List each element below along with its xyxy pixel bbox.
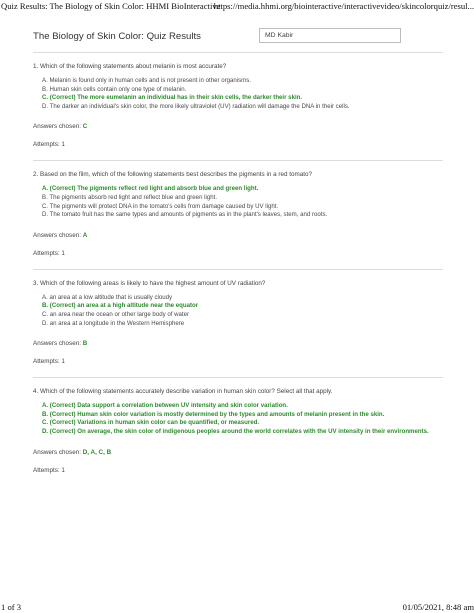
answers-chosen-label: Answers chosen: (33, 448, 81, 456)
question-text: 2. Based on the film, which of the following statements best describes the pigments in a red tomato? (33, 171, 312, 179)
page-number: 1 of 3 (1, 602, 22, 612)
question-block (33, 378, 443, 485)
print-header-title: Quiz Results: The Biology of Skin Color: HHMI BioInteractive (1, 1, 221, 11)
answer-choices (33, 185, 443, 219)
attempts-label: Attempts: (33, 466, 60, 474)
answers-chosen-value: C (82, 123, 88, 131)
answer-choice: C. an area near the ocean or other large body of water (42, 310, 190, 318)
answer-choice: B. The pigments absorb red light and reflect blue and green light. (42, 193, 218, 201)
print-header (0, 0, 474, 14)
answers-chosen (33, 123, 443, 130)
answers-chosen-value: D, A, C, B (82, 448, 112, 456)
correct-choice: B. (Correct) Human skin color variation is mostly determined by the types and amounts of melanin present in the skin. (42, 410, 385, 418)
question-block (33, 53, 443, 160)
correct-choice: A. (Correct) Data support a correlation between UV intensity and skin color variation. (42, 402, 288, 410)
name-field[interactable] (259, 28, 401, 43)
answers-chosen-value: A (82, 231, 88, 239)
print-datetime: 01/05/2021, 8:48 am (402, 602, 474, 612)
quiz-results-page (33, 28, 443, 486)
answers-chosen (33, 340, 443, 347)
print-header-url: https://media.hhmi.org/biointeractive/interactivevideo/skincolorquiz/resul... (213, 1, 474, 11)
correct-choice: A. (Correct) The pigments reflect red light and absorb blue and green light. (42, 185, 259, 193)
attempts (33, 467, 443, 486)
attempts-value: 1 (61, 466, 65, 474)
answers-chosen (33, 449, 443, 456)
answers-chosen-label: Answers chosen: (33, 231, 81, 239)
question-block (33, 161, 443, 268)
attempts-label: Attempts: (33, 141, 60, 149)
attempts (33, 141, 443, 160)
question-text: 3. Which of the following areas is likely to have the highest amount of UV radiation? (33, 279, 266, 287)
print-footer (0, 601, 474, 613)
answer-choices (33, 77, 443, 111)
answers-chosen (33, 232, 443, 239)
answer-choice: A. Melanin is found only in human cells and is not present in other organisms. (42, 77, 251, 84)
answers-chosen-value: B (82, 340, 88, 348)
attempts-value: 1 (61, 141, 65, 149)
answer-choice: D. The tomato fruit has the same types and amounts of pigments as in the plant's leaves, stem, and roots. (42, 211, 328, 219)
attempts-label: Attempts: (33, 358, 60, 366)
answers-chosen-label: Answers chosen: (33, 123, 81, 131)
attempts (33, 358, 443, 377)
question-text: 1. Which of the following statements about melanin is most accurate? (33, 63, 227, 70)
question-list (33, 53, 443, 486)
correct-choice: D. (Correct) On average, the skin color of indigenous peoples around the world correlates with the UV intensity in their environments. (42, 427, 429, 435)
question-block (33, 270, 443, 377)
question-text: 4. Which of the following statements accurately describe variation in human skin color? Select all that apply. (33, 388, 333, 396)
answer-choice: B. Human skin cells contain only one type of melanin. (42, 85, 187, 93)
answer-choice: D. The darker an individual's skin color, the more likely ultraviolet (UV) radiation will damage the DNA in their cells. (42, 102, 350, 110)
answer-choice: A. an area at a low altitude that is usually cloudy (42, 293, 173, 301)
correct-choice: C. (Correct) The more eumelanin an individual has in their skin cells, the darker their skin. (42, 94, 303, 102)
page-header (33, 28, 443, 46)
answer-choice: D. an area at a longitude in the Western Hemisphere (42, 319, 185, 327)
answer-choice: C. The pigments will protect DNA in the tomato's cells from damage caused by UV light. (42, 202, 279, 210)
attempts (33, 250, 443, 269)
answer-choices (33, 294, 443, 328)
attempts-label: Attempts: (33, 249, 60, 257)
correct-choice: B. (Correct) an area at a high altitude near the equator (42, 302, 199, 310)
attempts-value: 1 (61, 249, 65, 257)
answers-chosen-label: Answers chosen: (33, 340, 81, 348)
answer-choices (33, 402, 443, 436)
correct-choice: C. (Correct) Variations in human skin color can be quantified, or measured. (42, 419, 260, 427)
page-title: The Biology of Skin Color: Quiz Results (33, 31, 201, 42)
attempts-value: 1 (61, 358, 65, 366)
